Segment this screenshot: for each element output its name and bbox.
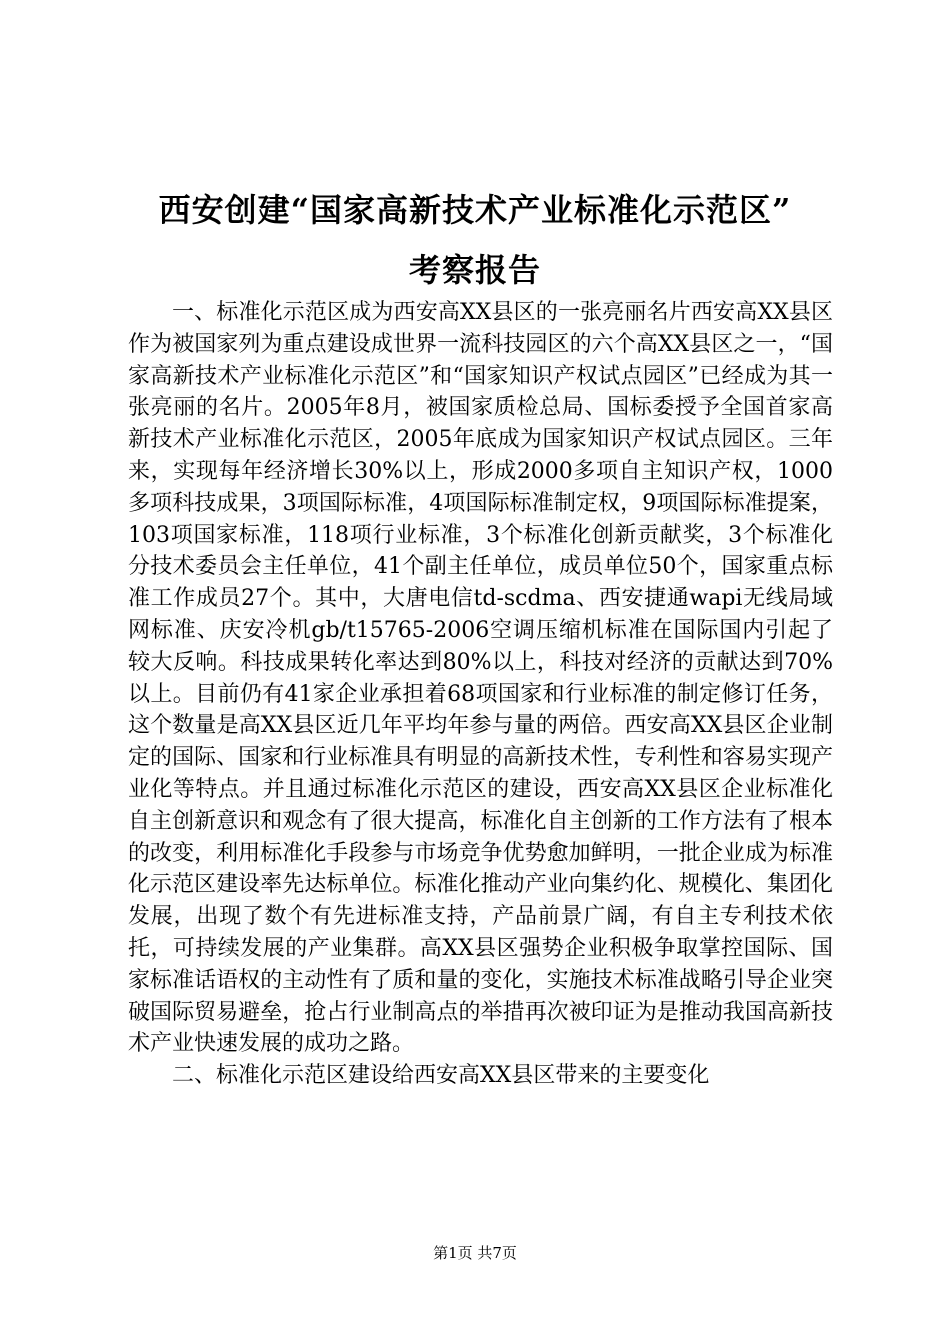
document-body xyxy=(128,297,833,1092)
document-title-line-1: 西安创建“国家高新技术产业标准化示范区” xyxy=(158,191,792,229)
page-indicator: 第1页 共7页 xyxy=(433,1244,517,1262)
body-paragraph-1: 一、标准化示范区成为西安高XX县区的一张亮丽名片西安高XX县区作为被国家列为重点建设成世界一流科技园区的六个高XX县区之一，“国家高新技术产业标准化示范区”和“国家知识产权试点园区”已经成为其一张亮丽的名片。2005年8月，被国家质检总局、国标委授予全国首家高新技术产业标准化示范区，2005年底成为国家知识产权试点园区。三年来，实现每年经济增长30%以上，形成2000多项自主知识产权，1000多项科技成果，3项国际标准，4项国际标准制定权，9项国际标准提案，103项国家标准，118项行业标准，3个标准化创新贡献奖，3个标准化分技术委员会主任单位，41个副主任单位，成员单位50个，国家重点标准工作成员27个。其中，大唐电信td-scdma、西安捷通wapi无线局域网标准、庆安冷机gb/t15765-2006空调压缩机标准在国际国内引起了较大反响。科技成果转化率达到80%以上，科技对经济的贡献达到70%以上。目前仍有41家企业承担着68项国家和行业标准的制定修订任务，这个数量是高XX县区近几年平均年参与量的两倍。西安高XX县区企业制定的国际、国家和行业标准具有明显的高新技术性，专利性和容易实现产业化等特点。并且通过标准化示范区的建设，西安高XX县区企业标准化自主创新意识和观念有了很大提高，标准化自主创新的工作方法有了根本的改变，利用标准化手段参与市场竞争优势愈加鲜明，一批企业成为标准化示范区建设率先达标单位。标准化推动产业向集约化、规模化、集团化发展，出现了数个有先进标准支持，产品前景广阔，有自主专利技术依托，可持续发展的产业集群。高XX县区强势企业积极争取掌控国际、国家标准话语权的主动性有了质和量的变化，实施技术标准战略引导企业突破国际贸易避垒，抢占行业制高点的举措再次被印证为是推动我国高新技术产业快速发展的成功之路。 xyxy=(128,300,833,1057)
document-title-line-2: 考察报告 xyxy=(408,251,541,289)
body-paragraph-2: 二、标准化示范区建设给西安高XX县区带来的主要变化 xyxy=(172,1063,710,1089)
